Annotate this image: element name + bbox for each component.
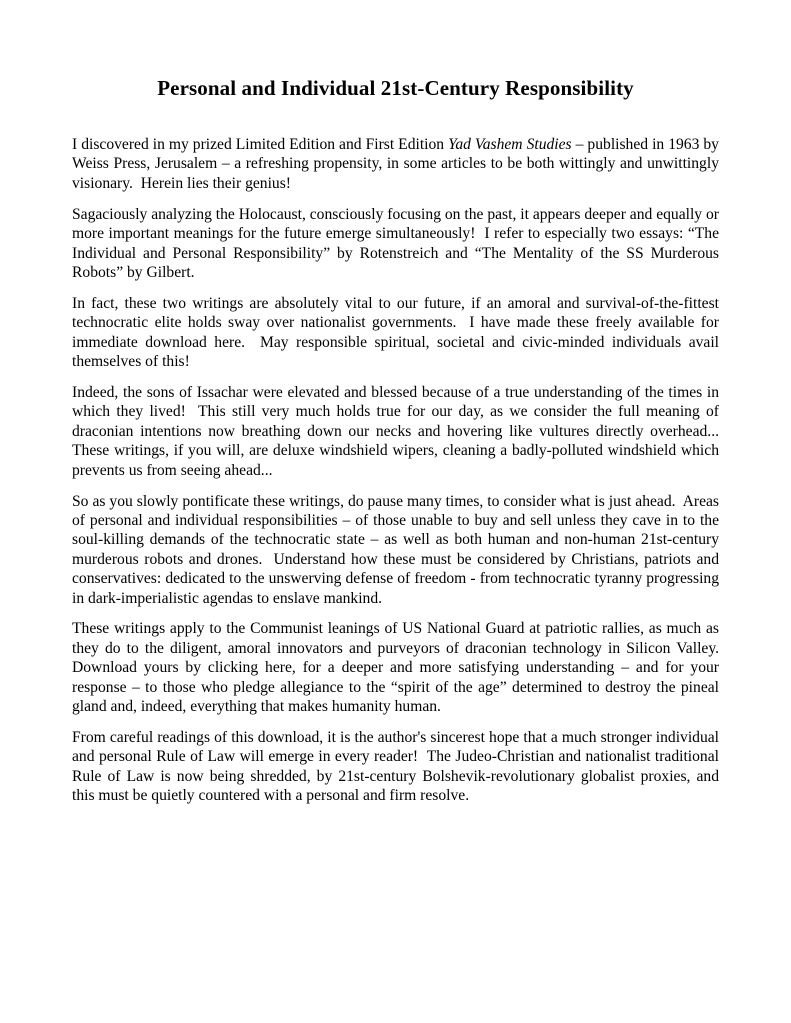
- paragraph: [72, 619, 727, 716]
- text-segment: Indeed, the sons of Issachar were elevated and blessed because of a true understanding of the times in which they lived! This still very much holds true for our day, as we consider the full meaning of draconian intentions now breathing down our necks and hovering like vultures directly overhead... These writings, if you will, are deluxe windshield wipers, cleaning a badly-polluted windshield which prevents us from seeing ahead...: [72, 383, 727, 479]
- text-segment: From careful readings of this download, it is the author's sincerest hope that a much stronger individual and personal Rule of Law will emerge in every reader! The Judeo-Christian and nationalist traditional Rule of Law is now being shredded, by 21st-century Bolshevik-revolutionary globalist proxies, and this must be quietly countered with a personal and firm resolve.: [72, 728, 723, 805]
- paragraph: [72, 135, 723, 193]
- document-title: Personal and Individual 21st-Century Responsibility: [157, 76, 634, 100]
- text-segment: In fact, these two writings are absolutely vital to our future, if an amoral and survival-of-the-fittest technocratic elite holds sway over nationalist governments. I have made these freely available for immediate download here. May responsible spiritual, societal and civic-minded individuals avail themselves of this!: [72, 294, 723, 371]
- text-segment: So as you slowly pontificate these writings, do pause many times, to consider what is just ahead. Areas of personal and individual responsibilities – of those unable to buy and sell unless they cave in to the soul-killing demands of the technocratic state – as well as both human and non-human 21st-century murderous robots and drones. Understand how these must be considered by Christians, patriots and conservatives: dedicated to the unswerving defense of freedom - from technocratic tyranny progressing in dark-imperialistic agendas to enslave mankind.: [72, 492, 723, 607]
- text-segment: I discovered in my prized Limited Edition and First Edition: [72, 136, 449, 153]
- text-segment: These writings apply to the Communist leanings of US National Guard at patriotic rallies, as much as they do to the diligent, amoral innovators and purveyors of draconian technology in Silicon Valley. Download yours by clicking here, for a deeper and more satisfying understanding – and for your response – to those who pledge allegiance to the “spirit of the age” determined to destroy the pineal gland and, indeed, everything that makes humanity human.: [72, 620, 727, 716]
- text-segment: – published in 1963 by Weiss Press, Jerusalem – a refreshing propensity, in some articles to be both wittingly and unwittingly visionary. Herein lies their genius!: [72, 136, 723, 192]
- paragraph: [72, 492, 723, 608]
- paragraph: [72, 294, 723, 372]
- text-segment: Sagaciously analyzing the Holocaust, consciously focusing on the past, it appears deeper and equally or more important meanings for the future emerge simultaneously! I refer to especially two essays: “The Individual and Personal Responsibility” by Rotenstreich and “The Mentality of the SS Murderous Robots” by Gilbert.: [72, 205, 723, 281]
- paragraph: [72, 383, 727, 480]
- paragraph: [72, 205, 723, 283]
- document-body: [72, 135, 727, 806]
- paragraph: [72, 728, 723, 806]
- italic-text-segment: Yad Vashem Studies: [448, 136, 572, 153]
